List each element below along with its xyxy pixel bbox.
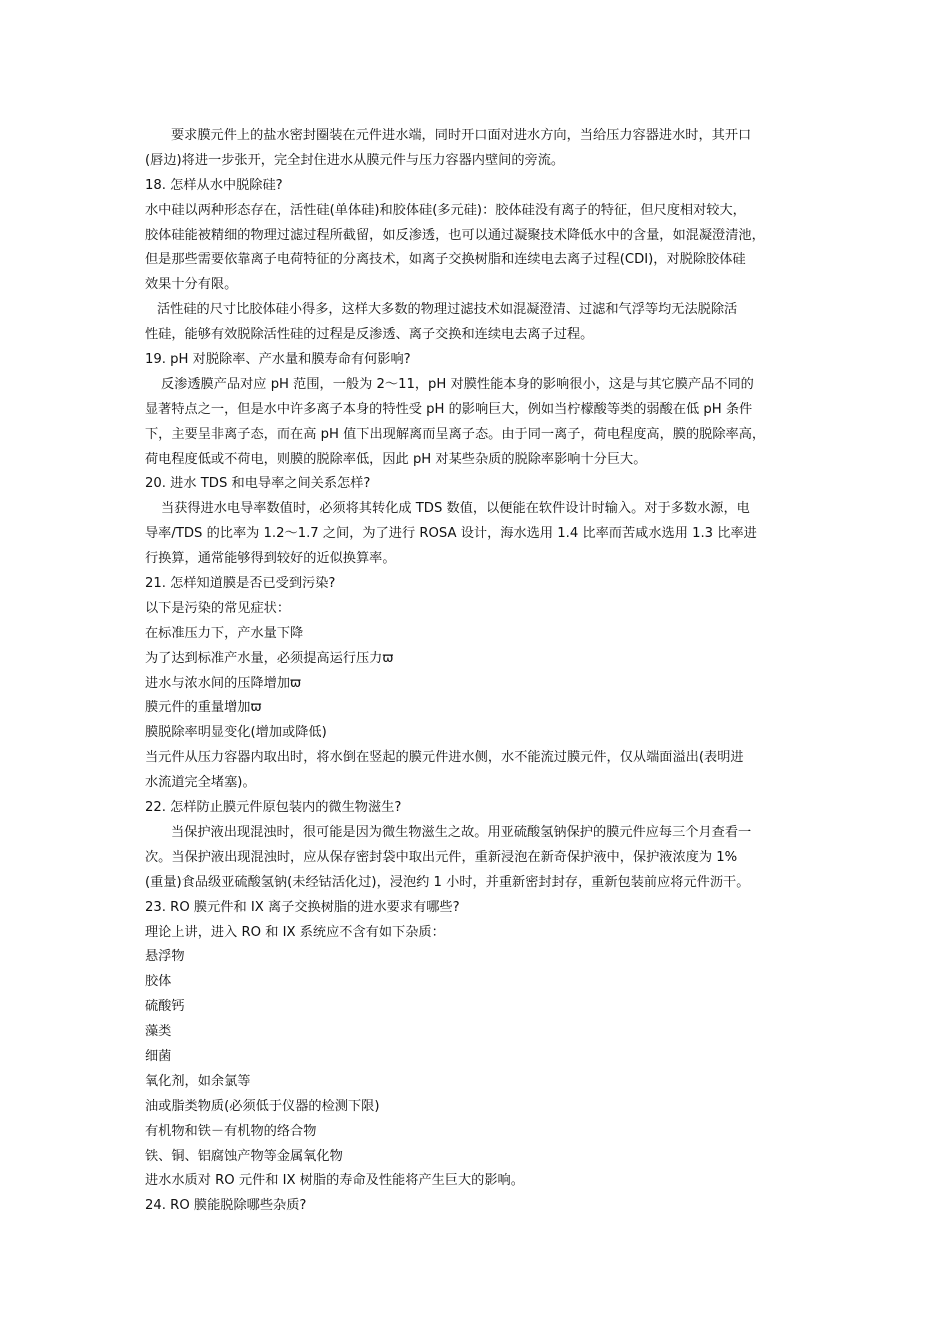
list-item: 铁、铜、铝腐蚀产物等金属氧化物 [145,1148,343,1164]
section-heading-18: 18. 怎样从水中脱除硅? [145,177,283,193]
paragraph-line: 水中硅以两种形态存在，活性硅(单体硅)和胶体硅(多元硅)：胶体硅没有离子的特征，但尺度相对较大， [145,202,746,218]
list-item: 为了达到标准产水量，必须提高运行压力ϖ [145,650,394,666]
section-heading-20: 20. 进水 TDS 和电导率之间关系怎样? [145,476,371,492]
list-item: 在标准压力下，产水量下降 [145,625,304,641]
paragraph-line: 当元件从压力容器内取出时，将水倒在竖起的膜元件进水侧，水不能流过膜元件，仅从端面溢出(表明进 [145,750,744,766]
list-item: 有机物和铁－有机物的络合物 [145,1123,317,1139]
document-body [145,124,817,1219]
paragraph-line: 效果十分有限。 [145,277,238,293]
paragraph-line: 要求膜元件上的盐水密封圈装在元件进水端，同时开口面对进水方向，当给压力容器进水时，其开口 [171,128,752,143]
paragraph-line: 导率/TDS 的比率为 1.2～1.7 之间，为了进行 ROSA 设计，海水选用 1.4 比率而苦咸水选用 1.3 比率进 [145,526,757,542]
paragraph-line: (重量)食品级亚硫酸氢钠(未经钴活化过)，浸泡约 1 小时，并重新密封封存，重新包装前应将元件沥干。 [145,874,750,890]
paragraph-line: 活性硅的尺寸比胶体硅小得多，这样大多数的物理过滤技术如混凝澄清、过滤和气浮等均无法脱除活 [157,302,738,318]
section-heading-19: 19. pH 对脱除率、产水量和膜寿命有何影响? [145,352,411,368]
list-item: 油或脂类物质(必须低于仪器的检测下限) [145,1098,380,1114]
list-item: 藻类 [145,1024,172,1040]
paragraph-line: 次。当保护液出现混浊时，应从保存密封袋中取出元件，重新浸泡在新奇保护液中，保护液浓度为 1% [145,849,738,865]
list-item: 氧化剂，如余氯等 [145,1073,251,1089]
section-heading-21: 21. 怎样知道膜是否已受到污染? [145,576,336,592]
list-item: 膜脱除率明显变化(增加或降低) [145,725,327,741]
section-heading-22: 22. 怎样防止膜元件原包装内的微生物滋生? [145,800,402,816]
paragraph-line: 进水水质对 RO 元件和 IX 树脂的寿命及性能将产生巨大的影响。 [145,1173,524,1189]
paragraph-line: 性硅，能够有效脱除活性硅的过程是反渗透、离子交换和连续电去离子过程。 [145,327,594,343]
paragraph-line: (唇边)将进一步张开，完全封住进水从膜元件与压力容器内壁间的旁流。 [145,152,565,168]
list-item: 硫酸钙 [145,999,185,1015]
list-item: 膜元件的重量增加ϖ [145,700,262,716]
list-item: 进水与浓水间的压降增加ϖ [145,675,302,691]
paragraph-line: 显著特点之一，但是水中许多离子本身的特性受 pH 的影响巨大，例如当柠檬酸等类的弱酸在低 pH 条件 [145,401,753,417]
paragraph-line: 水流道完全堵塞)。 [145,775,256,791]
section-heading-23: 23. RO 膜元件和 IX 离子交换树脂的进水要求有哪些? [145,899,460,915]
paragraph-line: 荷电程度低或不荷电，则膜的脱除率低，因此 pH 对某些杂质的脱除率影响十分巨大。 [145,451,647,467]
list-item: 胶体 [145,974,172,990]
paragraph-line: 下，主要呈非离子态，而在高 pH 值下出现解离而呈离子态。由于同一离子，荷电程度高，膜的脱除率高， [145,426,766,442]
paragraph-line: 理论上讲，进入 RO 和 IX 系统应不含有如下杂质： [145,924,445,940]
paragraph-line: 行换算，通常能够得到较好的近似换算率。 [145,551,396,567]
paragraph-line: 当保护液出现混浊时，很可能是因为微生物滋生之故。用亚硫酸氢钠保护的膜元件应每三个月查看一 [171,824,752,840]
list-item: 悬浮物 [145,949,185,965]
list-item: 细菌 [145,1048,172,1064]
section-heading-24: 24. RO 膜能脱除哪些杂质? [145,1198,307,1214]
paragraph-line: 反渗透膜产品对应 pH 范围，一般为 2～11，pH 对膜性能本身的影响很小，这是与其它膜产品不同的 [161,376,754,392]
paragraph-line: 当获得进水电导率数值时，必须将其转化成 TDS 数值，以便能在软件设计时输入。对于多数水源，电 [161,501,750,517]
paragraph-line: 胶体硅能被精细的物理过滤过程所截留，如反渗透，也可以通过凝聚技术降低水中的含量，如混凝澄清池， [145,227,765,243]
paragraph-line: 但是那些需要依靠离子电荷特征的分离技术，如离子交换树脂和连续电去离子过程(CDI)，对脱除胶体硅 [145,252,746,268]
paragraph-line: 以下是污染的常见症状： [145,600,291,616]
